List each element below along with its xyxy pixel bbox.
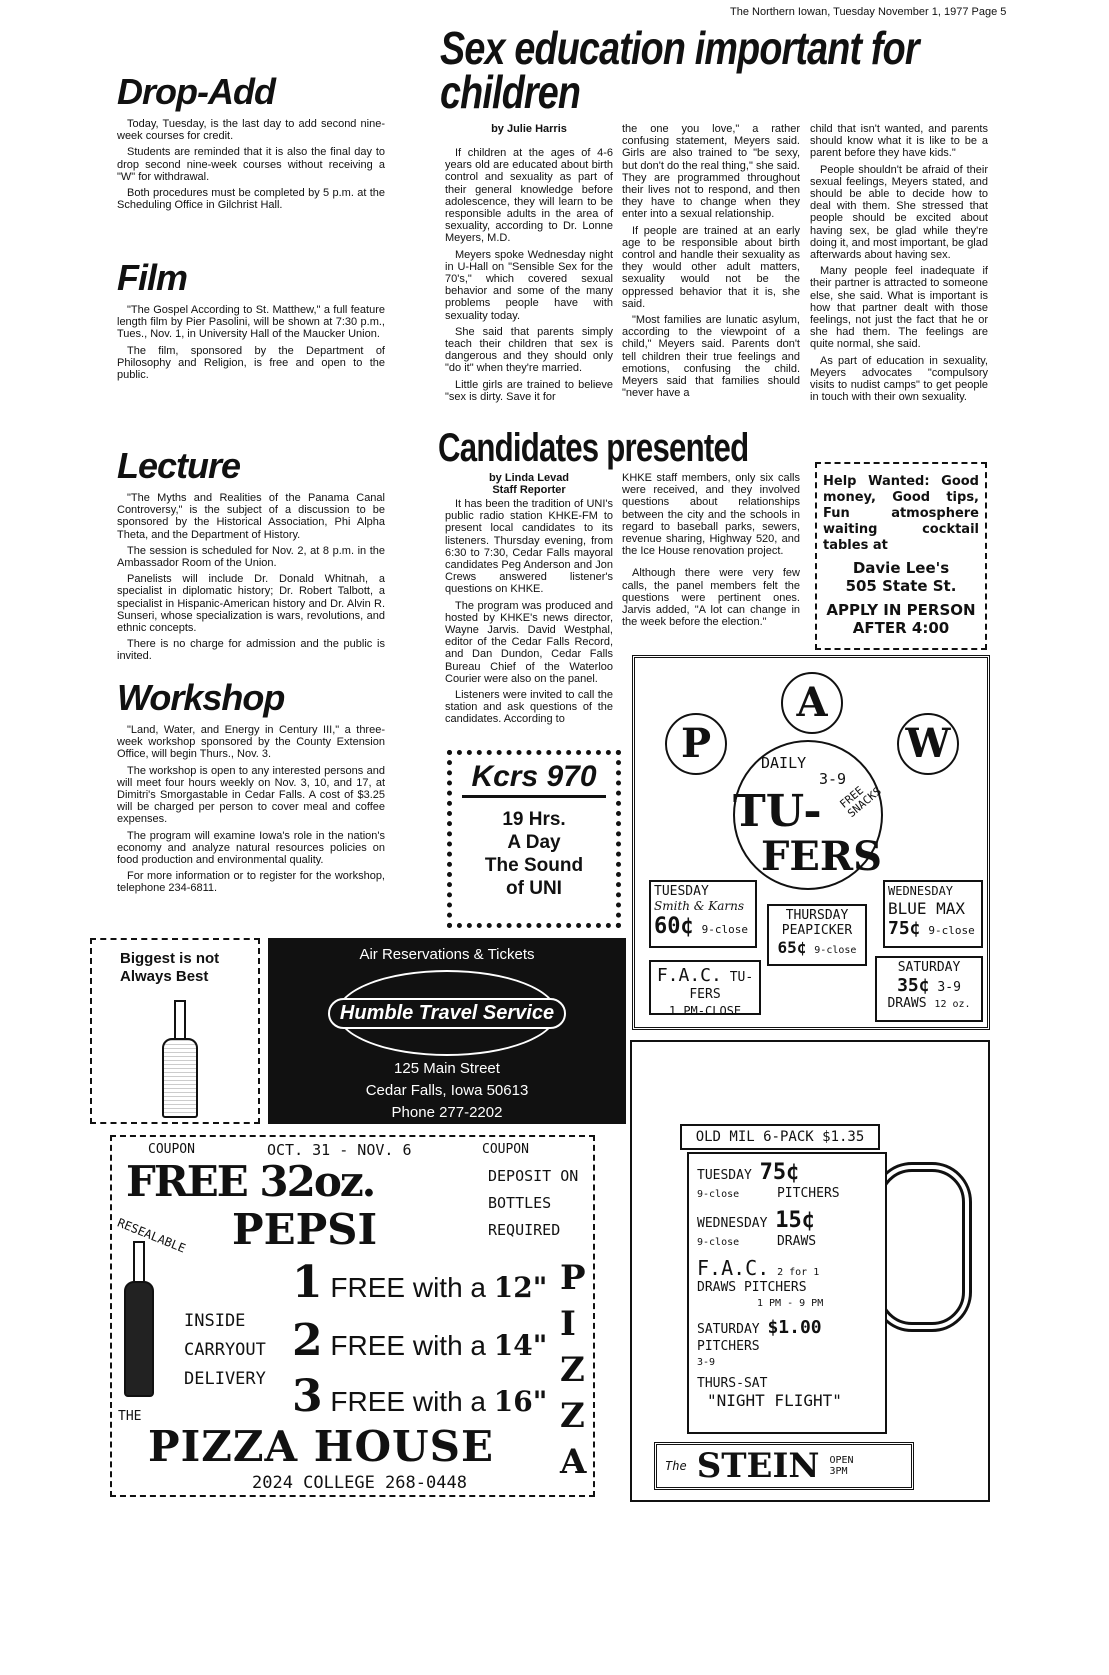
row-price: $1.00 [767,1317,822,1338]
paragraph: Meyers spoke Wednesday night in U-Hall on "Sensible Sex for the 70's," which covered sexual behavior and some of the many problems people have with sexuality today. [445,248,613,322]
headline-sex-education: Sex education important for children [440,22,919,118]
special-wednesday [883,880,983,948]
sexed-col-3 [810,123,988,407]
kcrs-logo: Kcrs 970 [462,759,606,798]
globe-icon [337,970,557,1056]
special-thursday [767,904,867,966]
special-day: TUESDAY [654,884,709,899]
offer-count: 3 [292,1371,323,1422]
special-price: 75¢ [888,918,921,939]
paragraph: It has been the tradition of UNI's public radio station KHKE-FM to present local candidates to its listeners. Thursday evening, from 6:30 to 7:30, Cedar Falls mayoral candidates Peg Anderson and Jon Crews answered listener's questions on KHKE. [445,498,613,596]
headline-candidates: Candidates presented [438,426,749,470]
special-time: 9-close [928,924,975,937]
the-label: THE [118,1409,142,1424]
kcrs-radio-ad [447,750,621,928]
paragraph: The workshop is open to any interested persons and will meet four hours weekly on Nov. 3, 10, and 17, at Dimitri's Smorgastable in Cedar Falls. A cost of $3.25 will be charged per person to cover meal and coffee expenses. [117,764,385,826]
tufers-ad [632,655,990,1030]
special-time: 1 PM-CLOSE [668,1004,742,1018]
special-time: 9-close [814,945,857,956]
stein-logo-box [654,1442,914,1490]
resealable-label: RESEALABLE [115,1215,188,1256]
paragraph: "Land, Water, and Energy in Century III," a three-week workshop sponsored by the County Extension Office, will begin Thurs., Nov. 3. [117,724,385,761]
special-day: WEDNESDAY [888,884,954,898]
row-day: F.A.C. [697,1256,770,1280]
offer-count: 2 [292,1315,323,1366]
service: CARRYOUT [184,1340,266,1360]
business-name: Davie Lee's [852,559,950,577]
ad-text: A Day [507,832,561,853]
deposit-line: DEPOSIT ON [488,1167,579,1185]
offer-2 [292,1315,548,1368]
offer-count: 1 [292,1257,323,1308]
deposit-line: REQUIRED [488,1221,561,1239]
help-wanted-ad [815,462,987,650]
special-time: 3-9 [937,980,961,995]
offer-3 [292,1371,548,1424]
address-phone: 2024 COLLEGE 268-0448 [252,1473,467,1493]
candidates-col-1 [445,472,613,730]
special-day: F.A.C. [656,965,722,986]
special-size: 12 oz. [934,999,971,1010]
deposit-line: BOTTLES [488,1194,552,1212]
stein-row [697,1256,877,1311]
paragraph: KHKE staff members, only six calls were received, and they involved questions about relationships between the city and the schools in regard to baseball parks, sewers, revenue sharing, Highway 520, and the Ice House renovation project. [622,472,800,558]
paragraph: If children at the ages of 4-6 years old are educated about birth control and sexuality as part of their general knowledge before adolescence, they will learn to be responsible adults in the area of sexuality, according to Dr. Lonne Meyers, M.D. [445,147,613,245]
section-heading: Workshop [117,677,285,718]
row-day: SATURDAY [697,1322,760,1337]
humble-travel-ad [268,938,626,1124]
row-price: 2 for 1 [777,1267,820,1278]
special-item: Smith & Karns [654,899,745,913]
coupon-label: COUPON [148,1142,195,1157]
daily-hours: 3-9 [819,770,847,788]
offer-1 [292,1257,548,1310]
coupon-dates: OCT. 31 - NOV. 6 [267,1141,412,1159]
thurs-sat: THURS-SAT [697,1376,768,1391]
paragraph: For more information or to register for the workshop, telephone 234-6811. [117,870,385,895]
bottle-ad [90,938,260,1124]
ad-text: of UNI [506,878,562,899]
byline [445,472,613,496]
letter-w: W [897,713,959,775]
address: 505 State St. [845,577,957,595]
phone: Phone 277-2202 [391,1104,503,1121]
byline: by Julie Harris [491,123,567,135]
mug-handle [872,1162,972,1332]
paragraph: "The Myths and Realities of the Panama Canal Controversy," is the subject of a discussion to be sponsored by the Historical Association, Phi Alpha Theta, and the Department of History. [117,492,385,541]
stein-row [697,1317,877,1370]
paragraph: child that isn't wanted, and parents should know what it is like to be a parent before they have kids." [810,123,988,160]
paragraph: If people are trained at an early age to be responsible about birth control and handle their sexuality as they would other adult matters, sexuality would not be the oppressed behavior that it is, she said. [622,224,800,310]
paragraph: Students are reminded that it is also the final day to drop second nine-week courses without receiving a "W" for withdrawal. [117,146,385,183]
row-time: 9-close [697,1189,740,1200]
section-heading: Film [117,257,188,298]
paragraph: Panelists will include Dr. Donald Whitnah, a specialist in diplomatic history; Dr. Robert Talbott, a specialist in Hispanic-American history and Dr. Alvin R. Sunseri, whose specialization is wars, revolutions, and ethnic concepts. [117,573,385,635]
paragraph: The program was produced and hosted by KHKE's news director, Wayne Jarvis. David Westphal, editor of the Cedar Falls Record, and Dan Dundon, Cedar Falls Bureau Chief of the Waterloo Courier were also on the panel. [445,599,613,685]
row-time: 9-close [697,1237,740,1248]
author-role: Staff Reporter [492,484,566,496]
beer-bottle-icon [162,1000,198,1118]
paragraph: People shouldn't be afraid of their sexual feelings, Meyers stated, and should be able to decide how to deal with them. She stressed that people should be excited about having sex, be glad while they're doing it, and most important, be glad afterwards about having sex. [810,163,988,262]
paragraph: The program will examine Iowa's role in the nation's economy and analyze natural resources policies on food production and environmental quality. [117,829,385,867]
pizza-vertical: PIZZA [560,1258,587,1482]
row-item: PITCHERS [697,1339,760,1354]
candidates-col-2 [622,472,800,632]
ad-text: Air Reservations & Tickets [359,946,535,963]
row-item: PITCHERS [776,1186,840,1201]
ad-text: The Sound [484,855,584,876]
ad-text: AFTER 4:00 [852,619,950,637]
special-price: 35¢ [897,975,930,996]
row-day: TUESDAY [697,1168,752,1183]
paragraph: the one you love," a rather confusing statement, Meyers said. Girls are also trained to "be sexy, but don't do the real thing," she said. They are programmed throughout their lives not to respond, and then they have to change when they enter into a sexual relationship. [622,123,800,221]
paragraph: Today, Tuesday, is the last day to add second nine-week courses for credit. [117,118,385,143]
deposit-note [488,1163,578,1244]
special-item: BLUE MAX [888,899,966,918]
paragraph: She said that parents simply teach their children that sex is dangerous and they should only "do it" when they're married. [445,325,613,375]
special-saturday [875,956,983,1022]
stein-row [697,1208,877,1250]
special-price: 60¢ [654,914,694,939]
lecture-brief [117,446,385,667]
film-brief [117,258,385,385]
letter-a: A [781,672,843,734]
special-fac [649,960,761,1018]
night-flight: "NIGHT FLIGHT" [707,1391,842,1410]
special-day: SATURDAY [897,960,961,975]
row-price: 75¢ [759,1160,800,1185]
sexed-col-2 [622,123,800,403]
paragraph: There is no charge for admission and the public is invited. [117,638,385,663]
ad-text: APPLY IN PERSON [826,601,976,619]
section-heading: Lecture [117,445,241,486]
open-hours: OPEN 3PM [829,1455,854,1477]
business-name: Humble Travel Service [328,998,566,1029]
paragraph: Listeners were invited to call the station and ask questions of the candidates. According to [445,689,613,726]
special-item: TU-FERS [689,970,754,1002]
paragraph: Although there were very few calls, the panel members felt the questions were pertinent ones. Jarvis added, "A lot can change in the week before the election." [622,567,800,629]
row-price: 15¢ [775,1208,816,1233]
special-time: 9-close [701,923,748,936]
stein-logo: STEIN [696,1446,820,1486]
service: INSIDE [184,1311,246,1331]
ad-title: Biggest is not Always Best [120,950,220,985]
paragraph: Both procedures must be completed by 5 p.m. at the Scheduling Office in Gilchrist Hall. [117,187,385,212]
paragraph: Little girls are trained to believe "sex is dirty. Save it for [445,378,613,403]
offer-text: FREE with a [330,1330,487,1361]
paragraph: The film, sponsored by the Department of Philosophy and Religion, is free and open to the public. [117,344,385,382]
paragraph: "Most families are lunatic asylum, according to the viewpoint of a child," Meyers said. Parents don't tell children their true feelings and emotions, confusing the child. Meyers said that families should "never have a [622,314,800,400]
paragraph: The session is scheduled for Nov. 2, at 8 p.m. in the Ambassador Room of the Union. [117,544,385,570]
offer-text: FREE with a [330,1386,487,1417]
row-item: DRAWS PITCHERS [697,1280,807,1295]
old-mil-special: OLD MIL 6-PACK $1.35 [680,1124,880,1150]
services-list [184,1307,266,1394]
paragraph: Many people feel inadequate if their partner is attracted to someone else, she said. What is important is how that partner dealt with those feelings, not just the fact that he or she had them. The feelings are quite normal, she said. [810,265,988,351]
offer-text: FREE with a [330,1272,487,1303]
tufers-title: TU- [733,786,822,837]
pizza-house-coupon [110,1135,595,1497]
row-time: 3-9 [697,1357,716,1368]
special-item: DRAWS [887,996,927,1011]
page-header: The Northern Iowan, Tuesday November 1, 1977 Page 5 [730,6,1007,18]
special-tuesday [649,880,757,948]
section-heading: Drop-Add [117,71,275,112]
pizza-house-logo: PIZZA HOUSE [148,1422,494,1471]
offer-size: 12" [493,1271,548,1304]
city: Cedar Falls, Iowa 50613 [365,1082,529,1099]
special-item: PEAPICKER [781,923,853,938]
special-day: THURSDAY [785,908,849,923]
row-item: DRAWS [776,1234,817,1249]
pepsi-bottle-icon [124,1241,154,1401]
letter-p: P [665,713,727,775]
paragraph: As part of education in sexuality, Meyers advocates "compulsory visits to nudist camps" to get people in touch with their own sexuality. [810,354,988,404]
sexed-col-1 [445,123,613,407]
coupon-label: COUPON [482,1142,529,1157]
stein-row [697,1160,877,1202]
free-32oz: FREE 32oz. [126,1157,375,1206]
ad-text: 19 Hrs. [502,809,566,830]
the-label: The [665,1459,687,1473]
workshop-brief [117,678,385,899]
free-snacks: FREE SNACKS [837,783,884,821]
address: 125 Main Street [394,1060,500,1077]
mug-body [687,1152,887,1434]
offer-size: 14" [493,1329,548,1362]
daily-label: DAILY [761,754,807,772]
paragraph: "The Gospel According to St. Matthew," a full feature length film by Pier Pasolini, will be shown at 7:30 p.m., Tues., Nov. 1, in University Hall of the Maucker Union. [117,304,385,341]
ad-lines [458,808,610,900]
ad-text: Help Wanted: Good money, Good tips, Fun atmosphere waiting cocktail tables at [823,474,979,553]
row-time: 1 PM - 9 PM [757,1298,824,1309]
tufers-title: FERS [761,833,883,880]
stein-ad [630,1040,990,1502]
special-price: 65¢ [777,938,807,957]
drop-add-brief [117,72,385,215]
offer-size: 16" [493,1385,548,1418]
pepsi-title: PEPSI [232,1205,378,1254]
row-day: WEDNESDAY [697,1216,768,1231]
author: by Linda Levad [488,472,570,484]
service: DELIVERY [184,1369,266,1389]
